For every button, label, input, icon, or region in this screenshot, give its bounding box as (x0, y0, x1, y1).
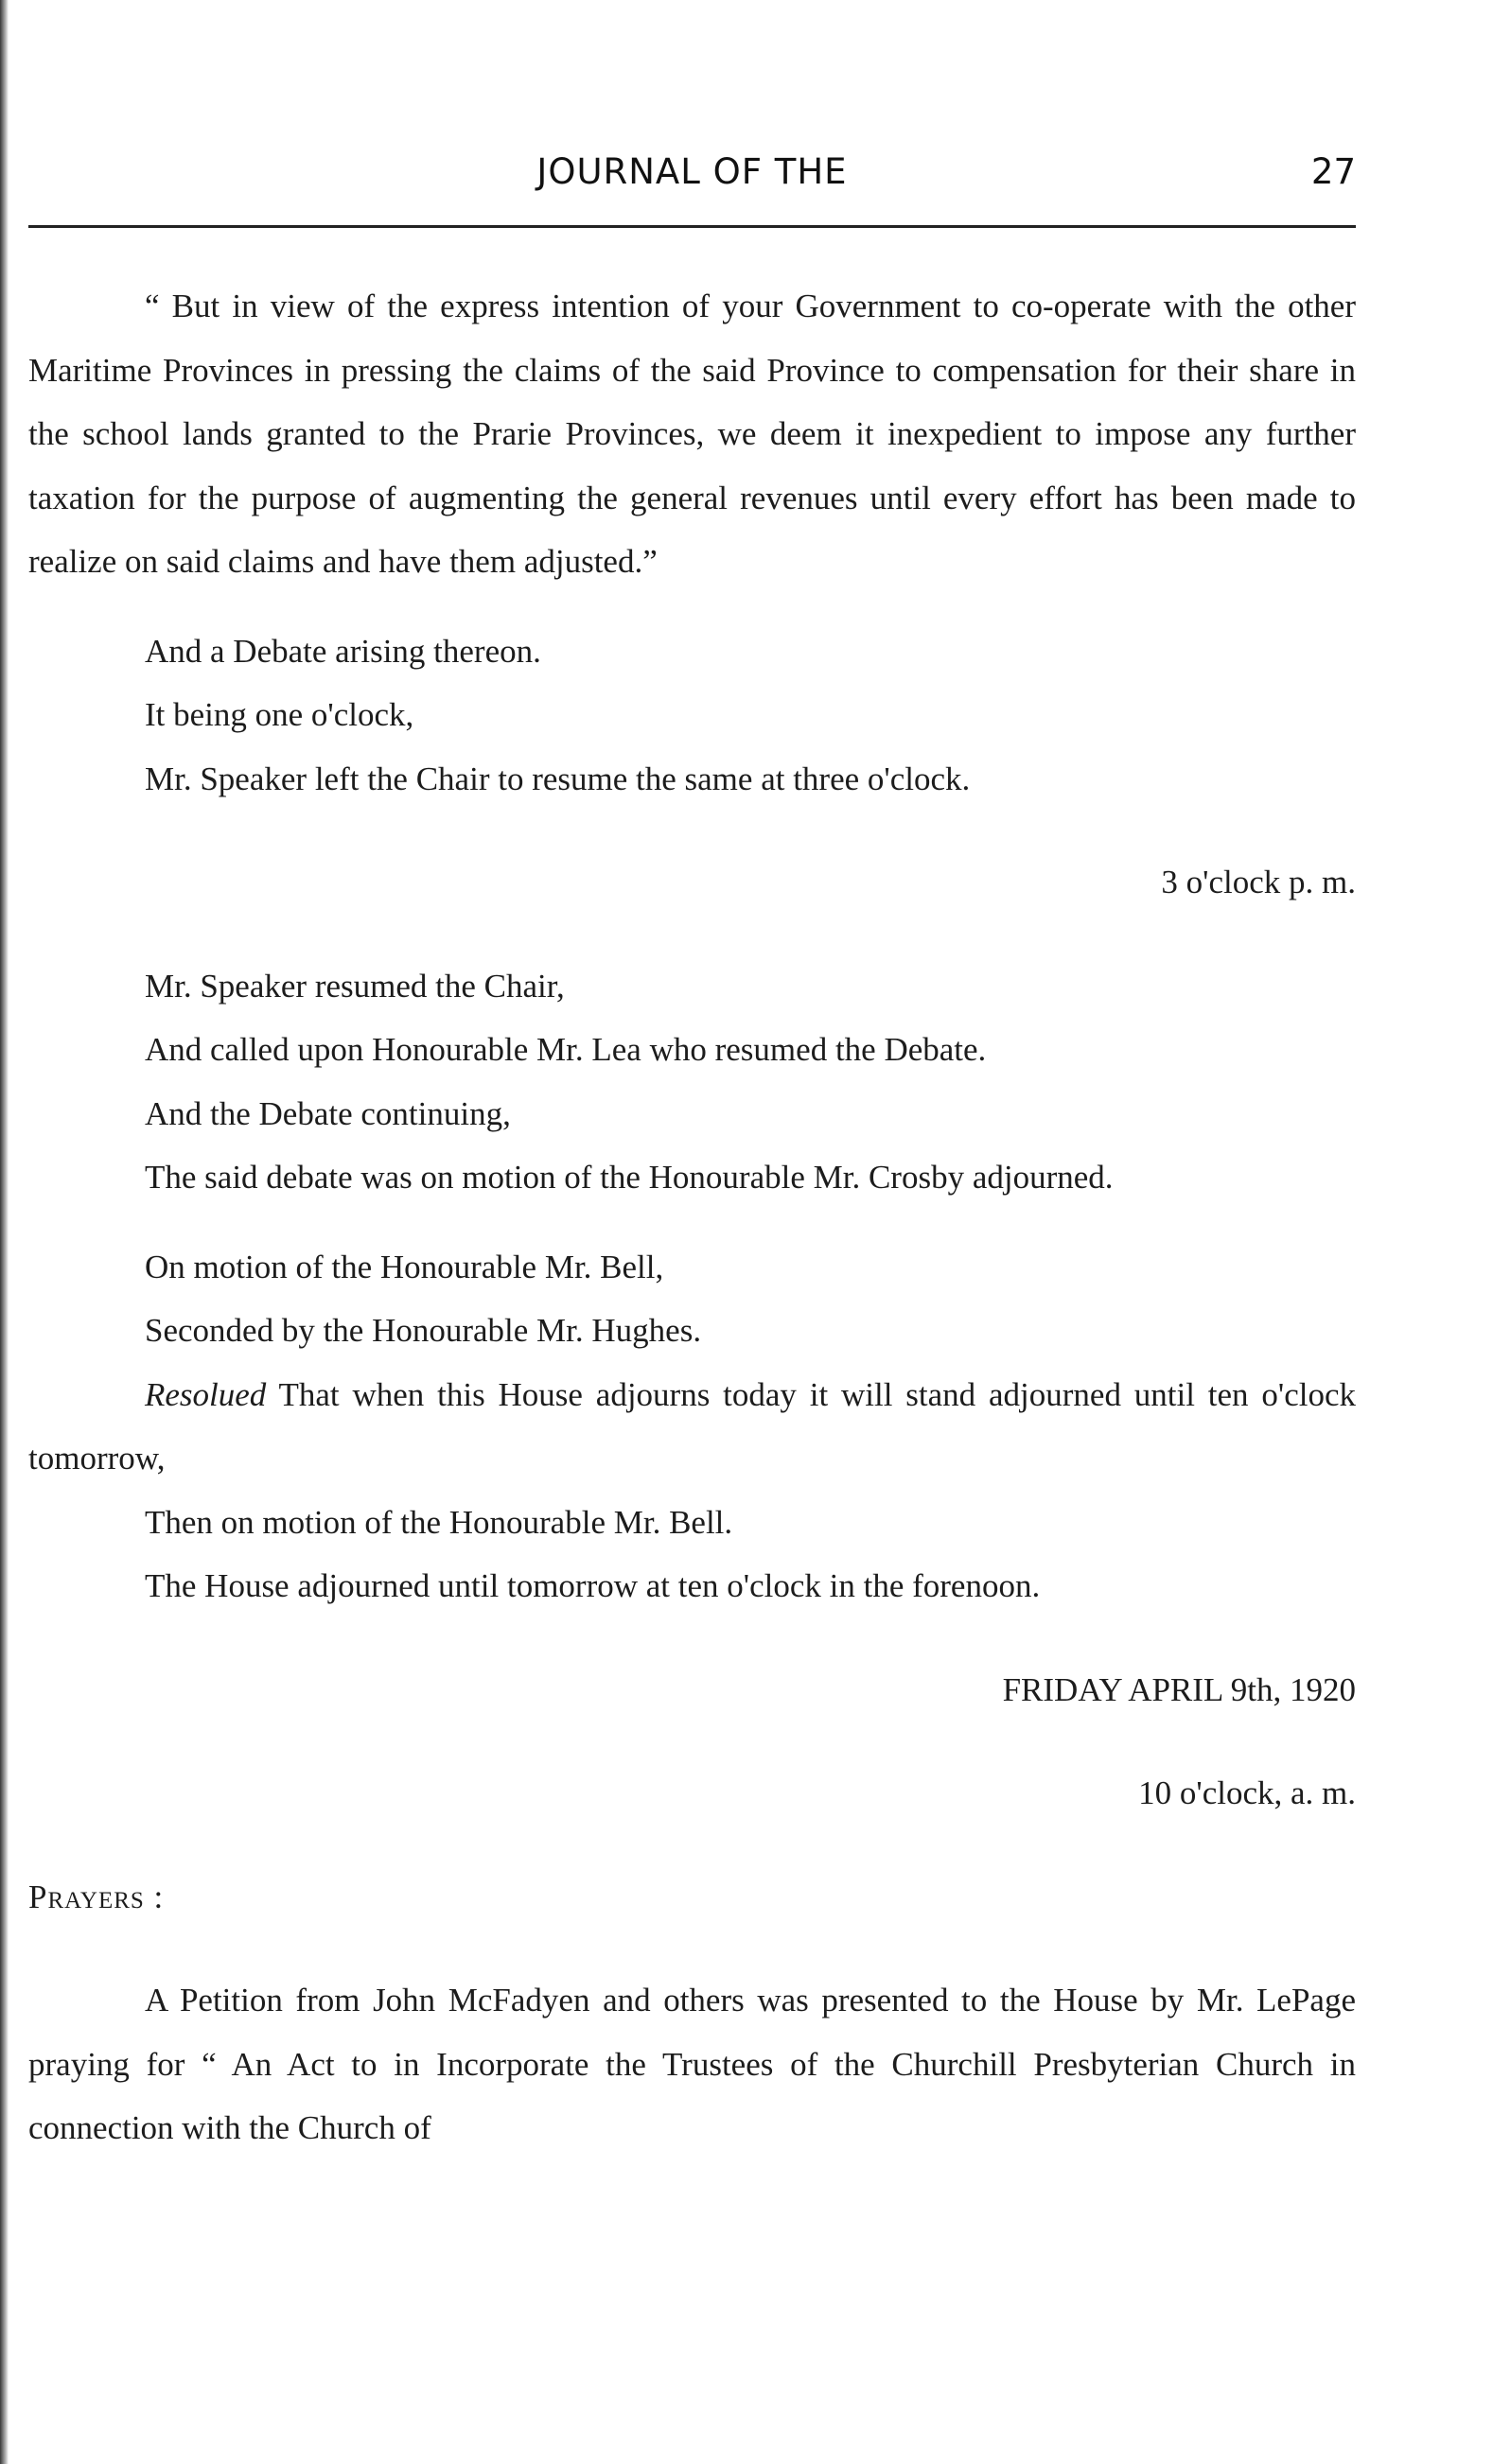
speaker-resumed-line: Mr. Speaker resumed the Chair, (145, 967, 565, 1005)
header-rule (28, 225, 1356, 228)
resolved-word: Resolued (145, 1375, 267, 1413)
motion-bell-adjourn-line: Then on motion of the Honourable Mr. Bell. (145, 1503, 733, 1541)
time-heading-3pm: 3 o'clock p. m. (1161, 864, 1356, 900)
prayers-heading: Prayers : (28, 1878, 165, 1915)
resolution-text: That when this House adjourns today it will stand adjourned until ten o'clock tomorrow, (28, 1375, 1356, 1477)
debate-continuing-line: And the Debate continuing, (145, 1094, 511, 1132)
page-header (28, 151, 1356, 204)
resolution-paragraph (28, 1363, 1356, 1491)
house-adjourned-line: The House adjourned until tomorrow at ten o'clock in the forenoon. (145, 1567, 1041, 1604)
debate-arising-line: And a Debate arising thereon. (145, 632, 541, 670)
running-title: JOURNAL OF THE (536, 151, 848, 192)
journal-body (28, 274, 1356, 2160)
amendment-quote-paragraph: “ But in view of the express intention of your Government to co-operate with the other Maritime Provinces in pressing the claims of the said Province to compensation for their share in the school lands granted to the Prarie Provinces, we deem it inexpedient to impose any further taxation for the purpose of augmenting the general revenues until every effort has been made to realize on said claims and have them adjusted.” (28, 288, 1356, 580)
debate-adjourned-paragraph: The said debate was on motion of the Honourable Mr. Crosby adjourned. (145, 1159, 1114, 1196)
page-number: 27 (1310, 151, 1356, 192)
petition-paragraph: A Petition from John McFadyen and others was presented to the House by Mr. LePage praying for “ An Act to in Incorporate the Trustees of the Churchill Presbyterian Church in connection with the Church of (28, 1982, 1356, 2146)
one-oclock-line: It being one o'clock, (145, 696, 414, 733)
seconded-hughes-line: Seconded by the Honourable Mr. Hughes. (145, 1312, 702, 1349)
motion-bell-line: On motion of the Honourable Mr. Bell, (145, 1248, 664, 1285)
page-edge-shadow (0, 0, 9, 2464)
time-heading-10am: 10 o'clock, a. m. (1138, 1774, 1356, 1811)
called-upon-lea-line: And called upon Honourable Mr. Lea who resumed the Debate. (145, 1031, 987, 1068)
speaker-left-chair-line: Mr. Speaker left the Chair to resume the same at three o'clock. (145, 760, 971, 797)
date-heading: FRIDAY APRIL 9th, 1920 (1002, 1670, 1356, 1708)
